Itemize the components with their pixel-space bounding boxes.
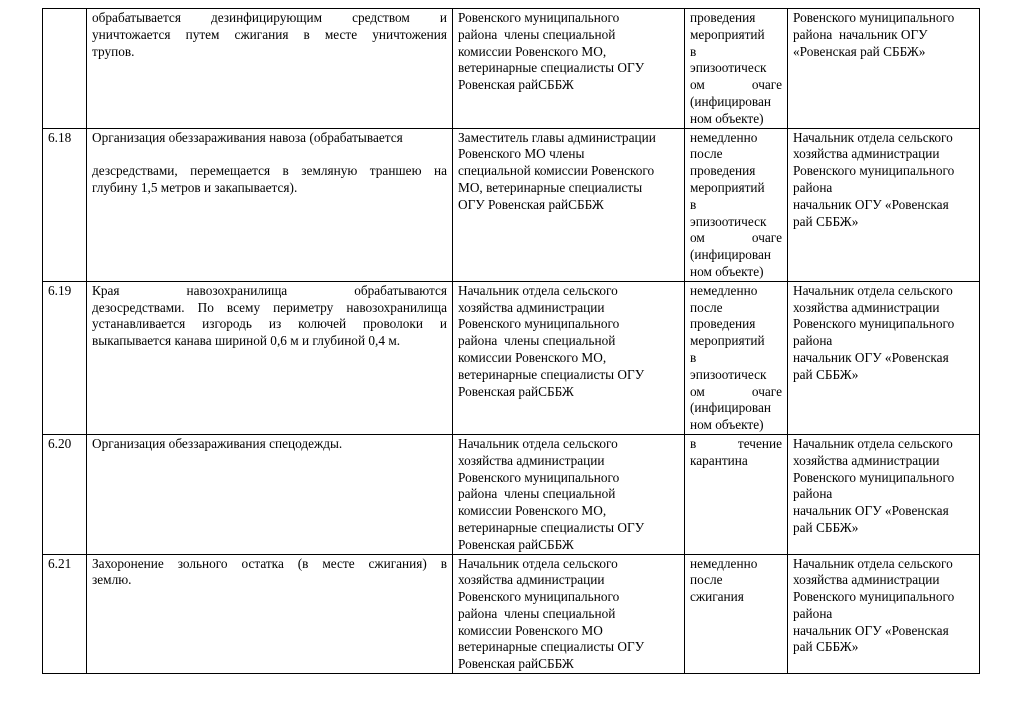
text-line: ветеринарные специалисты ОГУ: [458, 60, 645, 76]
text-line: хозяйства администрации: [458, 572, 605, 588]
row-number: 6.18: [43, 128, 87, 281]
text-line: землю.: [92, 572, 132, 588]
text-line: немедленно: [690, 555, 758, 571]
text-line: Ровенского муниципального: [458, 589, 620, 605]
text-line: рай СББЖ»: [793, 366, 859, 382]
text-line: Ровенская райСББЖ: [458, 536, 574, 552]
text-line: дезсредствами, перемещается в земляную траншею на: [92, 163, 447, 179]
text-line: Начальник отдела сельского: [793, 129, 953, 145]
text-line: после: [690, 146, 723, 162]
text-line: (инфицирован: [690, 93, 772, 109]
text-line: ОГУ Ровенская райСББЖ: [458, 196, 604, 212]
text-line: хозяйства администрации: [793, 299, 940, 315]
text-line: ом очаге: [690, 383, 782, 399]
text-line: в: [690, 196, 697, 212]
text-line: эпизоотическ: [690, 366, 767, 382]
executor-cell: [453, 281, 685, 434]
text-line: комиссии Ровенского МО: [458, 622, 603, 638]
text-line: района члены специальной: [458, 333, 616, 349]
text-line: (инфицирован: [690, 247, 772, 263]
text-line: в: [690, 43, 697, 59]
text-line: после: [690, 572, 723, 588]
text-line: мероприятий: [690, 26, 765, 42]
text-line: ветеринарные специалисты ОГУ: [458, 519, 645, 535]
row-number: 6.19: [43, 281, 87, 434]
text-line: хозяйства администрации: [793, 572, 940, 588]
table-row: [43, 9, 980, 129]
text-line: Ровенская райСББЖ: [458, 656, 574, 672]
text-line: Начальник отдела сельского: [458, 282, 618, 298]
text-line: ветеринарные специалисты ОГУ: [458, 366, 645, 382]
deadline-cell: [685, 128, 788, 281]
text-line: ом очаге: [690, 230, 782, 246]
deadline-cell: [685, 554, 788, 674]
text-line: Организация обеззараживания навоза (обрабатывается: [92, 129, 403, 145]
text-line: Начальник отдела сельского: [793, 282, 953, 298]
event-cell: [87, 281, 453, 434]
responsible-cell: [788, 554, 980, 674]
text-line: района: [793, 333, 833, 349]
event-cell: [87, 128, 453, 281]
text-line: «Ровенская рай СББЖ»: [793, 43, 926, 59]
text-line: Ровенского муниципального: [793, 10, 955, 25]
measures-table-body: [43, 9, 980, 674]
event-cell: [87, 554, 453, 674]
responsible-cell: [788, 128, 980, 281]
text-line: Ровенского муниципального: [458, 10, 620, 25]
executor-cell: [453, 128, 685, 281]
text-line: района: [793, 605, 833, 621]
text-line: комиссии Ровенского МО,: [458, 43, 607, 59]
text-line: Организация обеззараживания спецодежды.: [92, 435, 343, 451]
measures-table: [42, 8, 980, 674]
text-line: после: [690, 299, 723, 315]
text-line: дезосредствами. По всему периметру навозохранилища: [92, 299, 447, 315]
table-row: [43, 554, 980, 674]
text-line: района: [793, 179, 833, 195]
text-line: рай СББЖ»: [793, 639, 859, 655]
text-line: начальник ОГУ «Ровенская: [793, 349, 949, 365]
text-line: [92, 146, 447, 163]
text-line: района: [793, 486, 833, 502]
text-line: немедленно: [690, 282, 758, 298]
text-line: Начальник отдела сельского: [458, 555, 618, 571]
text-line: в течение: [690, 435, 782, 451]
text-line: Захоронение зольного остатка (в месте сжигания) в: [92, 555, 447, 571]
text-line: района члены специальной: [458, 486, 616, 502]
text-line: хозяйства администрации: [793, 452, 940, 468]
text-line: района члены специальной: [458, 605, 616, 621]
responsible-cell: [788, 434, 980, 554]
text-line: района начальник ОГУ: [793, 26, 928, 42]
text-line: проведения: [690, 316, 756, 332]
text-line: ном объекте): [690, 263, 764, 279]
text-line: проведения: [690, 163, 756, 179]
text-line: устанавливается изгородь из колючей проволоки и: [92, 316, 447, 332]
text-line: карантина: [690, 452, 748, 468]
text-line: обрабатывается дезинфицирующим средством и: [92, 10, 447, 25]
text-line: Начальник отдела сельского: [793, 435, 953, 451]
text-line: комиссии Ровенского МО,: [458, 349, 607, 365]
executor-cell: [453, 9, 685, 129]
event-cell: [87, 9, 453, 129]
text-line: начальник ОГУ «Ровенская: [793, 503, 949, 519]
text-line: Ровенского муниципального: [458, 469, 620, 485]
text-line: начальник ОГУ «Ровенская: [793, 622, 949, 638]
executor-cell: [453, 554, 685, 674]
deadline-cell: [685, 281, 788, 434]
deadline-cell: [685, 434, 788, 554]
text-line: района члены специальной: [458, 26, 616, 42]
text-line: специальной комиссии Ровенского: [458, 163, 655, 179]
text-line: комиссии Ровенского МО,: [458, 503, 607, 519]
event-cell: [87, 434, 453, 554]
text-line: Ровенского МО члены: [458, 146, 585, 162]
deadline-cell: [685, 9, 788, 129]
table-row: [43, 128, 980, 281]
text-line: ном объекте): [690, 417, 764, 433]
text-line: мероприятий: [690, 333, 765, 349]
text-line: (инфицирован: [690, 400, 772, 416]
text-line: трупов.: [92, 43, 135, 59]
row-number: [43, 9, 87, 129]
text-line: глубину 1,5 метров и закапывается).: [92, 179, 298, 195]
text-line: уничтожается путем сжигания в месте уничтожения: [92, 26, 447, 42]
text-line: немедленно: [690, 129, 758, 145]
text-line: Края навозохранилища обрабатываются: [92, 282, 447, 298]
text-line: Заместитель главы администрации: [458, 129, 656, 145]
text-line: рай СББЖ»: [793, 519, 859, 535]
text-line: рай СББЖ»: [793, 213, 859, 229]
text-line: Начальник отдела сельского: [793, 555, 953, 571]
text-line: эпизоотическ: [690, 60, 767, 76]
text-line: Ровенского муниципального: [458, 316, 620, 332]
row-number: 6.21: [43, 554, 87, 674]
text-line: ветеринарные специалисты ОГУ: [458, 639, 645, 655]
text-line: Начальник отдела сельского: [458, 435, 618, 451]
text-line: ом очаге: [690, 77, 782, 93]
text-line: Ровенская райСББЖ: [458, 77, 574, 93]
text-line: мероприятий: [690, 179, 765, 195]
text-line: проведения: [690, 10, 756, 25]
text-line: хозяйства администрации: [458, 452, 605, 468]
text-line: Ровенского муниципального: [793, 163, 955, 179]
text-line: выкапывается канава шириной 0,6 м и глубиной 0,4 м.: [92, 333, 401, 349]
text-line: Ровенская райСББЖ: [458, 383, 574, 399]
table-row: [43, 434, 980, 554]
text-line: эпизоотическ: [690, 213, 767, 229]
responsible-cell: [788, 281, 980, 434]
text-line: Ровенского муниципального: [793, 469, 955, 485]
text-line: МО, ветеринарные специалисты: [458, 179, 643, 195]
text-line: хозяйства администрации: [458, 299, 605, 315]
text-line: хозяйства администрации: [793, 146, 940, 162]
text-line: начальник ОГУ «Ровенская: [793, 196, 949, 212]
text-line: в: [690, 349, 697, 365]
text-line: Ровенского муниципального: [793, 316, 955, 332]
table-row: [43, 281, 980, 434]
row-number: 6.20: [43, 434, 87, 554]
text-line: ном объекте): [690, 110, 764, 126]
text-line: Ровенского муниципального: [793, 589, 955, 605]
responsible-cell: [788, 9, 980, 129]
executor-cell: [453, 434, 685, 554]
text-line: сжигания: [690, 589, 744, 605]
